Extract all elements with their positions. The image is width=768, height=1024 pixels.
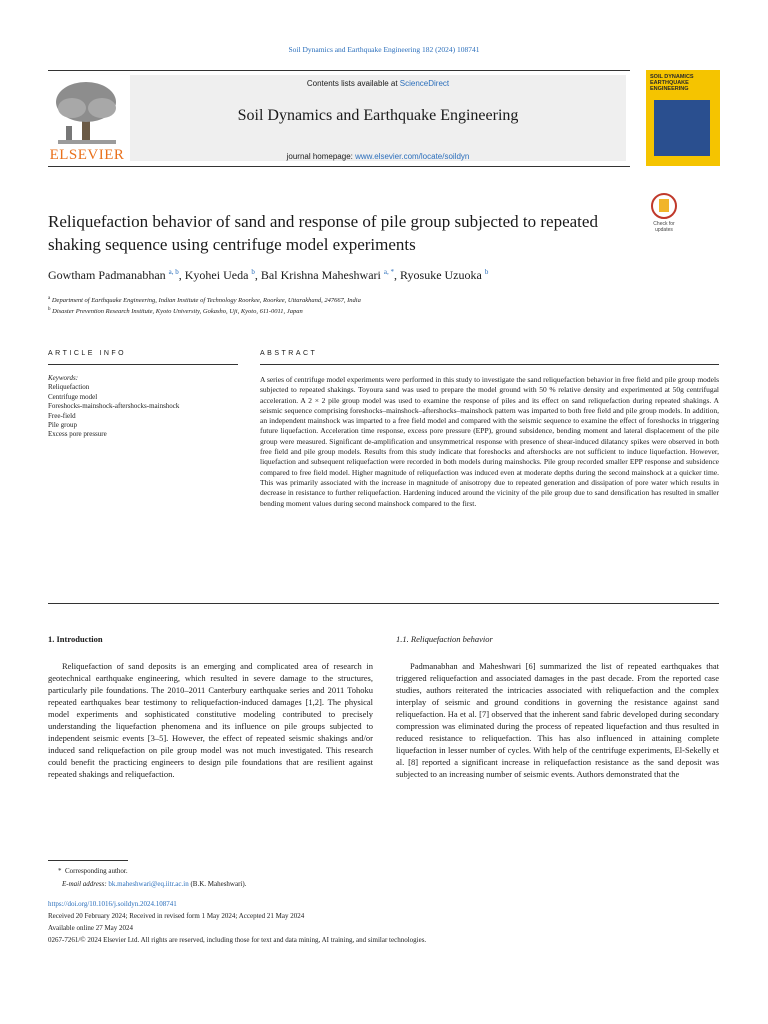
contents-prefix: Contents lists available at (306, 79, 400, 88)
corresponding-text: Corresponding author. (65, 867, 128, 875)
bookmark-icon (651, 193, 677, 219)
affiliation (48, 307, 728, 315)
author-name[interactable]: Ryosuke Uzuoka (400, 268, 482, 282)
journal-cover[interactable] (646, 70, 720, 166)
online-date: Available online 27 May 2024 (48, 924, 134, 932)
keyword: Free-field (48, 411, 76, 420)
keyword: Centrifuge model (48, 392, 98, 401)
email-link[interactable]: bk.maheshwari@eq.iitr.ac.in (108, 880, 189, 888)
author-name[interactable]: Bal Krishna Maheshwari (260, 268, 381, 282)
received-dates: Received 20 February 2024; Received in revised form 1 May 2024; Accepted 21 May 2024 (48, 912, 305, 920)
divider (48, 364, 238, 365)
keyword: Excess pore pressure (48, 430, 107, 439)
affiliation-text: Department of Earthquake Engineering, Indian Institute of Technology Roorkee, Roorkee, Uttarakhand, 247667, India (51, 297, 361, 305)
abstract-text: A series of centrifuge model experiments were performed in this study to investigate the sand reliquefaction behavior in free field and pile group models subjected to repeated shakings. Toyoura sand was used to prepare the model ground with 50 % relative density and experimented at 50g centrifugal acceleration. A 2 × 2 pile group model was used to examine the response of piles and its effect on sand reliquefaction during repeated shakings. A seismic sequence comprising foreshocks–mainshock–aftershocks–mainshock pattern was imparted to both free field and pile group models. In addition, an independent mainshock was imparted to a free field model and compared with the seismic sequence to examine the effect of foreshocks in triggering future liquefaction. Acceleration time response, excess pore pressure (EPP), ground subsidence, bending moment and lateral displacement of the pile group were measured. Significant de-amplification and unsymmetrical response with presence of shear-induced dilatancy spikes were observed in both free field and pile group models. Results from this study indicate that foreshocks and aftershocks are not sufficient to induce liquefaction. However, liquefaction and subsequent reliquefaction were recorded in both models during mainshocks. Pile group recorded smaller EPP response and subsidence compared to free field model. Higher magnitude of reliquefaction was induced even at moderate depths during the second mainshock at a quicker time. This was primarily associated with the increase in magnitude of anisotropy due to repeated generation and dissipation of pore water which results in decrease in resistance to further reliquefaction. Hardening induced around the vicinity of the pile group due to sand densification has resulted in smaller bending moment values during second mainshock compared to the first. (260, 375, 719, 508)
email-note (48, 879, 728, 889)
article-title: Reliquefaction behavior of sand and response of pile group subjected to repeated shaking sequence using centrifuge model experiments (48, 212, 598, 254)
sciencedirect-link[interactable]: ScienceDirect (399, 79, 450, 88)
email-suffix: (B.K. Maheshwari). (188, 880, 247, 888)
cover-title: SOIL DYNAMICS EARTHQUAKE ENGINEERING (650, 74, 694, 92)
abstract-heading: ABSTRACT (260, 350, 318, 357)
author-name[interactable]: Gowtham Padmanabhan (48, 268, 166, 282)
journal-reference[interactable]: Soil Dynamics and Earthquake Engineering 182 (2024) 108741 (288, 45, 480, 54)
keyword: Foreshocks-mainshock-aftershocks-mainshock (48, 402, 180, 411)
author-list: Gowtham Padmanabhan $^{a, b}$, Kyohei Ueda $^b$, Bal Krishna Maheshwari $^{a, *}$, Ryosuke Uzuoka $^b$ (48, 268, 489, 282)
publisher-logo-text: ELSEVIER (49, 147, 125, 163)
keyword: Reliquefaction (48, 383, 90, 392)
divider (48, 603, 719, 604)
affiliation-sup: b (48, 307, 51, 312)
check-for-updates-badge[interactable] (648, 193, 680, 233)
subsection-heading: 1.1. Reliquefaction behavior (396, 634, 493, 644)
subsection-paragraph: Padmanabhan and Maheshwari [6] summarized the list of repeated earthquakes that triggered reliquefaction and associated damages in the past decade. From the reported case studies, authors reiterated the intricacies associated with reliquefaction and the complex interplay of seismic and ground conditions in governing the resistance against sand reliquefaction. Ha et al. [7] observed that the inherent sand fabric developed during secondary compression was eliminated during the process of repeated liquefaction and thus resulted in reduced resistance to reliquefaction. This has also influenced in attaining complete liquefaction in lesser number of cycles. With help of the centrifuge experiments, El-Sekelly et al. [8] reported a significant increase in reliquefaction resistance as the sand deposit was subjected to an increasing number of seismic events. Authors demonstrated that the (396, 661, 719, 779)
homepage-line (130, 152, 626, 161)
affiliation (48, 296, 728, 304)
introduction-paragraph: Reliquefaction of sand deposits is an emerging and complicated area of research in geotechnical earthquake engineering, which resulted in severe damage to the structures, particularly pile foundations. The 2010–2011 Canterbury earthquake series and 2011 Tohoku repeated earthquakes bear testimony to reliquefaction-induced damages [1,2]. The physical model experiments and sophisticated constitutive modeling contributed to precisely understanding the liquefaction phenomena and its influence on pile groups subjected to independent seismic events [3–5]. However, the effect of repeated seismic shakings and/or induced sand reliquefaction on pile group model was not much investigated. This research could benefit the practicing engineers to design pile foundations that are resilient against repeated shakings and reliquefaction. (48, 661, 373, 779)
email-label: E-mail address: (62, 880, 109, 888)
doi-link[interactable]: https://doi.org/10.1016/j.soildyn.2024.108741 (48, 900, 177, 908)
footnote-rule (48, 860, 128, 861)
cover-image (654, 100, 710, 156)
affiliation-text: Disaster Prevention Research Institute, Kyoto University, Gokasho, Uji, Kyoto, 611-0011, Japan (52, 308, 303, 316)
affiliation-sup: a (48, 296, 51, 301)
elsevier-logo (48, 78, 126, 164)
author-affil-sup[interactable]: a, b (168, 268, 179, 276)
keywords-block (48, 374, 238, 440)
contents-line (130, 79, 626, 88)
subsection-column (396, 660, 719, 780)
elsevier-tree-icon (48, 78, 126, 148)
homepage-prefix: journal homepage: (286, 152, 356, 161)
keyword: Pile group (48, 421, 77, 430)
homepage-link[interactable]: www.elsevier.com/locate/soildyn (355, 152, 470, 161)
introduction-column (48, 660, 373, 780)
keywords-label: Keywords: (48, 374, 79, 382)
author-affil-sup[interactable]: b (251, 268, 255, 276)
divider (260, 364, 719, 365)
badge-label: Check for updates (653, 221, 675, 233)
copyright: 0267-7261/© 2024 Elsevier Ltd. All rights are reserved, including those for text and data mining, AI training, and similar technologies. (48, 936, 427, 944)
corresponding-note: * Corresponding author. (58, 867, 128, 875)
author-name[interactable]: Kyohei Ueda (184, 268, 249, 282)
introduction-heading: 1. Introduction (48, 634, 103, 644)
journal-title: Soil Dynamics and Earthquake Engineering (237, 107, 519, 124)
author-affil-sup[interactable]: b (484, 268, 489, 276)
author-affil-sup[interactable]: a, * (383, 268, 394, 276)
article-info-heading: ARTICLE INFO (48, 350, 127, 357)
